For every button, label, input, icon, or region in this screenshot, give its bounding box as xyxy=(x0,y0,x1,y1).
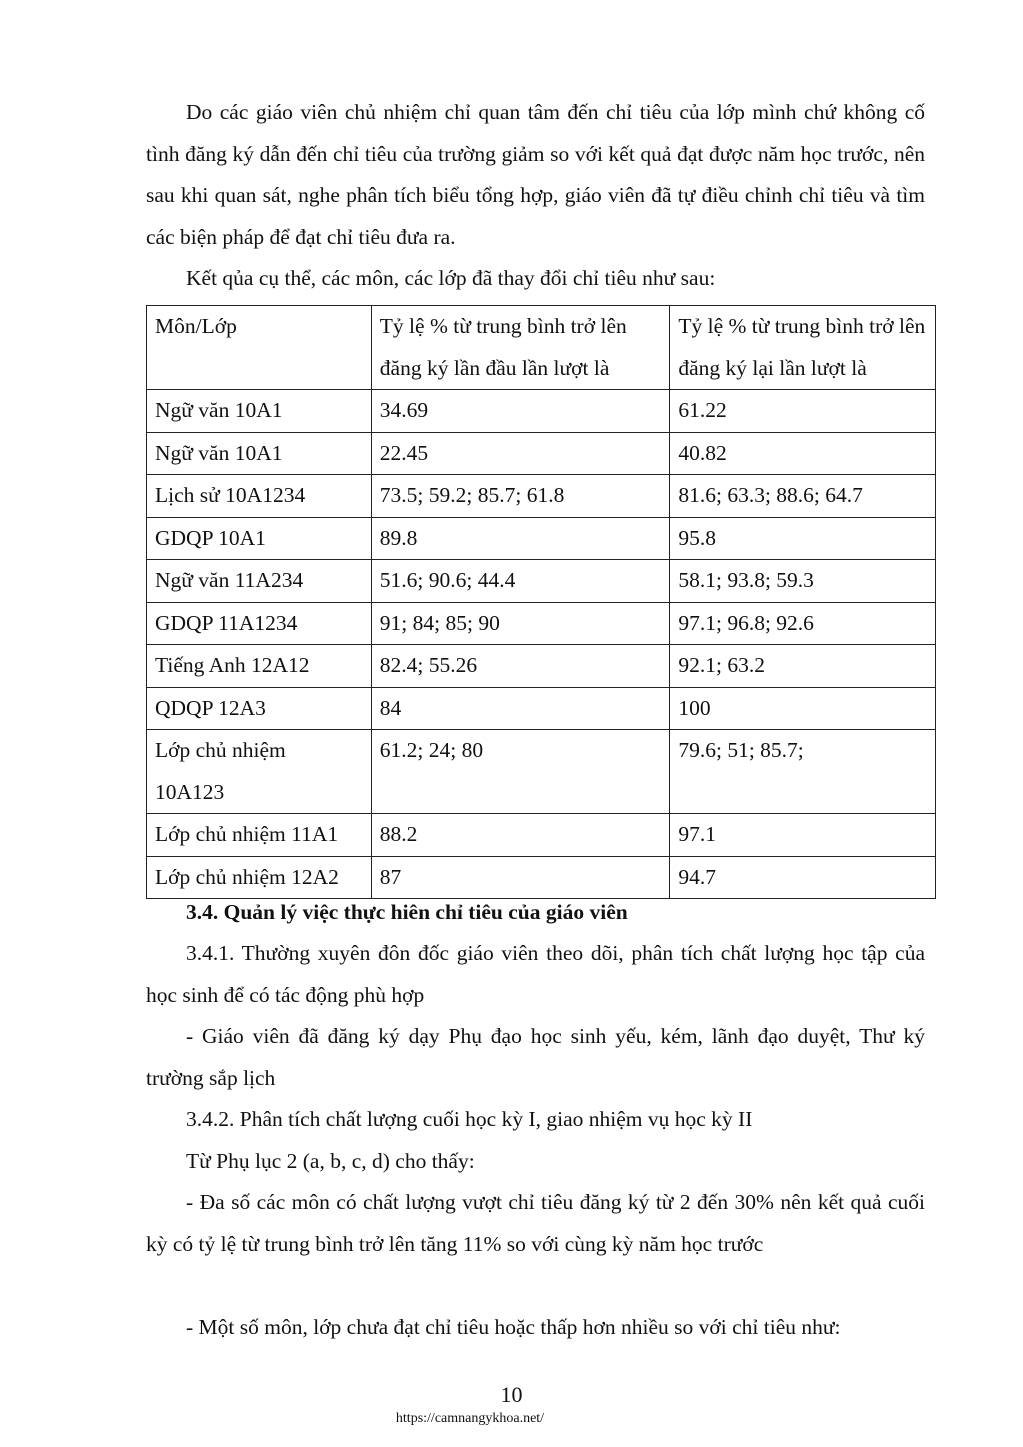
cell-re: 94.7 xyxy=(670,856,936,899)
cell-re: 79.6; 51; 85.7; xyxy=(670,730,936,814)
table-row xyxy=(147,432,936,475)
table-header-row xyxy=(147,306,936,390)
cell-first: 88.2 xyxy=(371,814,670,857)
page-number: 10 xyxy=(500,1382,523,1407)
cell-re: 95.8 xyxy=(670,517,936,560)
targets-table xyxy=(146,305,936,899)
cell-re: 100 xyxy=(670,687,936,730)
cell-first: 87 xyxy=(371,856,670,899)
cell-first: 82.4; 55.26 xyxy=(371,645,670,688)
section-paragraph-1: 3.4.1. Thường xuyên đôn đốc giáo viên theo dõi, phân tích chất lượng học tập của học sinh để có tác động phù hợp xyxy=(146,941,925,1007)
cell-subject: GDQP 11A1234 xyxy=(147,602,372,645)
cell-re: 40.82 xyxy=(670,432,936,475)
table-row xyxy=(147,517,936,560)
cell-first: 89.8 xyxy=(371,517,670,560)
cell-subject: Ngữ văn 11A234 xyxy=(147,560,372,603)
cell-first: 22.45 xyxy=(371,432,670,475)
table-row xyxy=(147,390,936,433)
intro-paragraph: Do các giáo viên chủ nhiệm chỉ quan tâm đến chỉ tiêu của lớp mình chứ không cố tình đăng ký dẫn đến chỉ tiêu của trường giảm so với kết quả đạt được năm học trước, nên sau khi quan sát, nghe phân tích biểu tổng hợp, giáo viên đã tự điều chỉnh chỉ tiêu và tìm các biện pháp để đạt chỉ tiêu đưa ra. xyxy=(146,100,925,249)
cell-first: 73.5; 59.2; 85.7; 61.8 xyxy=(371,475,670,518)
cell-re: 97.1 xyxy=(670,814,936,857)
cell-first: 84 xyxy=(371,687,670,730)
cell-re: 58.1; 93.8; 59.3 xyxy=(670,560,936,603)
cell-subject: Lớp chủ nhiệm 10A123 xyxy=(147,730,372,814)
cell-subject: Lớp chủ nhiệm 11A1 xyxy=(147,814,372,857)
cell-re: 97.1; 96.8; 92.6 xyxy=(670,602,936,645)
cell-subject: Lớp chủ nhiệm 12A2 xyxy=(147,856,372,899)
section-paragraph-3: 3.4.2. Phân tích chất lượng cuối học kỳ I, giao nhiệm vụ học kỳ II xyxy=(186,1107,753,1131)
table-row xyxy=(147,730,936,814)
section-paragraph-5: - Đa số các môn có chất lượng vượt chỉ tiêu đăng ký từ 2 đến 30% nên kết quả cuối kỳ có tỷ lệ từ trung bình trở lên tăng 11% so với cùng kỳ năm học trước xyxy=(146,1190,925,1256)
table-row xyxy=(147,560,936,603)
table-intro-text: Kết qủa cụ thể, các môn, các lớp đã thay đổi chỉ tiêu như sau: xyxy=(186,266,716,290)
cell-re: 92.1; 63.2 xyxy=(670,645,936,688)
section-heading: 3.4. Quản lý việc thực hiên chỉ tiêu của giáo viên xyxy=(186,900,628,924)
section-paragraph-2: - Giáo viên đã đăng ký dạy Phụ đạo học sinh yếu, kém, lãnh đạo duyệt, Thư ký trường sắp lịch xyxy=(146,1024,925,1090)
cell-first: 34.69 xyxy=(371,390,670,433)
cell-first: 61.2; 24; 80 xyxy=(371,730,670,814)
header-first-registration: Tỷ lệ % từ trung bình trở lên đăng ký lần đầu lần lượt là xyxy=(371,306,670,390)
header-subject-class: Môn/Lớp xyxy=(147,306,372,390)
cell-subject: QDQP 12A3 xyxy=(147,687,372,730)
section-paragraph-6: - Một số môn, lớp chưa đạt chỉ tiêu hoặc thấp hơn nhiều so với chỉ tiêu như: xyxy=(186,1315,841,1339)
footer-url: https://camnangykhoa.net/ xyxy=(395,1411,545,1426)
table-row xyxy=(147,645,936,688)
section-paragraph-4: Từ Phụ lục 2 (a, b, c, d) cho thấy: xyxy=(186,1149,475,1173)
header-re-registration: Tỷ lệ % từ trung bình trở lên đăng ký lại lần lượt là xyxy=(670,306,936,390)
table-row xyxy=(147,602,936,645)
table-row xyxy=(147,475,936,518)
cell-first: 51.6; 90.6; 44.4 xyxy=(371,560,670,603)
cell-first: 91; 84; 85; 90 xyxy=(371,602,670,645)
cell-subject: Ngữ văn 10A1 xyxy=(147,390,372,433)
cell-subject: Lịch sử 10A1234 xyxy=(147,475,372,518)
cell-re: 61.22 xyxy=(670,390,936,433)
cell-re: 81.6; 63.3; 88.6; 64.7 xyxy=(670,475,936,518)
table-row xyxy=(147,814,936,857)
cell-subject: GDQP 10A1 xyxy=(147,517,372,560)
table-row xyxy=(147,687,936,730)
cell-subject: Tiếng Anh 12A12 xyxy=(147,645,372,688)
cell-subject: Ngữ văn 10A1 xyxy=(147,432,372,475)
